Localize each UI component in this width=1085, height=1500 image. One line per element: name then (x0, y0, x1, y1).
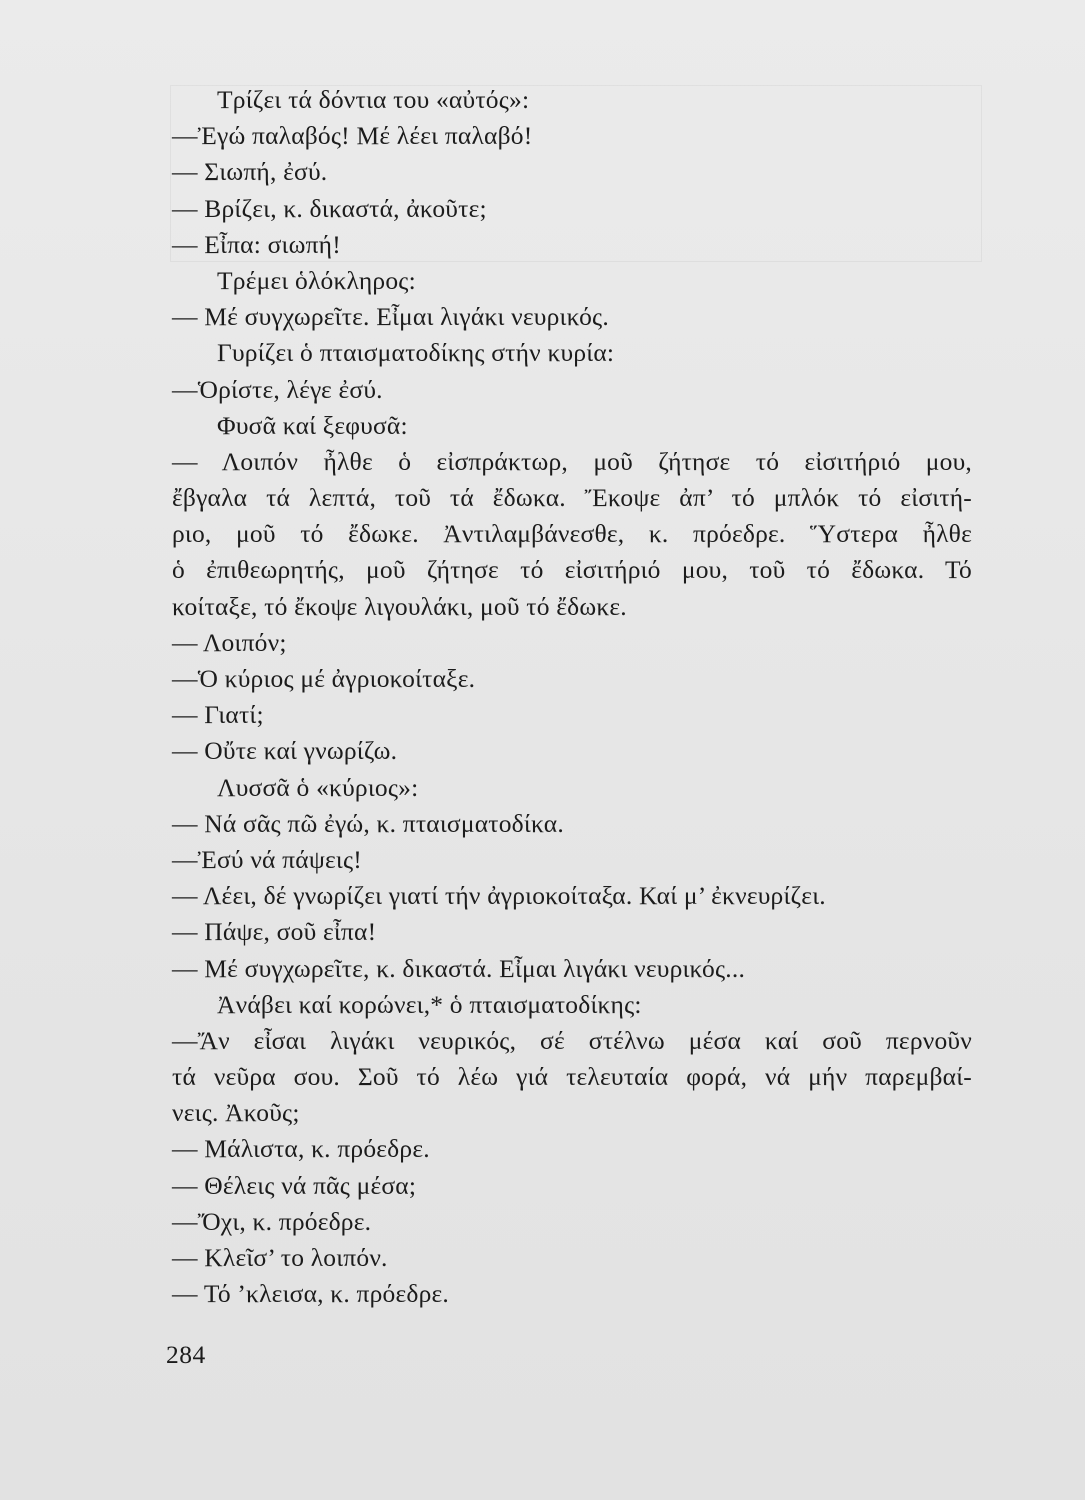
dialogue-line: —Ἐσύ νά πάψεις! (172, 844, 362, 874)
dialogue-line: — Λέει, δέ γνωρίζει γιατί τήν ἀγριοκοίταξα. Καί μ’ ἐκνευρίζει. (172, 881, 826, 911)
dialogue-line: — Μέ συγχωρεῖτε, κ. δικαστά. Εἶμαι λιγάκι νευρικός... (172, 953, 746, 983)
body-text (172, 82, 972, 1312)
dialogue-line: —Ὄχι, κ. πρόεδρε. (172, 1206, 372, 1236)
dialogue-line: ριο, μοῦ τό ἔδωκε. Ἀντιλαμβάνεσθε, κ. πρόεδρε. Ὕστερα ἦλθε (172, 519, 972, 549)
dialogue-line: — Οὔτε καί γνωρίζω. (172, 736, 398, 766)
dialogue-line: —Ἄν εἶσαι λιγάκι νευρικός, σέ στέλνω μέσα καί σοῦ περνοῦν (172, 1025, 972, 1055)
page-number: 284 (166, 1340, 206, 1369)
dialogue-line: — Πάψε, σοῦ εἶπα! (172, 917, 377, 947)
dialogue-line: — Θέλεις νά πᾶς μέσα; (172, 1170, 417, 1200)
dialogue-line: — Εἶπα: σιωπή! (172, 229, 341, 259)
dialogue-line: — Γιατί; (172, 700, 264, 730)
dialogue-line: — Μέ συγχωρεῖτε. Εἶμαι λιγάκι νευρικός. (172, 302, 609, 332)
dialogue-line: τά νεῦρα σου. Σοῦ τό λέω γιά τελευταία φορά, νά μήν παρεμβαί- (172, 1062, 972, 1092)
dialogue-line: —Ὁ κύριος μέ ἀγριοκοίταξε. (172, 664, 476, 693)
dialogue-line: — Κλεῖσ’ το λοιπόν. (172, 1243, 388, 1272)
narration-line: Φυσᾶ καί ξεφυσᾶ: (217, 410, 408, 440)
dialogue-line: νεις. Ἀκοῦς; (172, 1098, 300, 1128)
narration-line: Τρίζει τά δόντια του «αὐτός»: (217, 85, 530, 114)
dialogue-line: — Μάλιστα, κ. πρόεδρε. (172, 1134, 430, 1164)
narration-line: Λυσσᾶ ὁ «κύριος»: (217, 772, 419, 802)
dialogue-line: — Τό ’κλεισα, κ. πρόεδρε. (172, 1279, 449, 1309)
dialogue-line: — Σιωπή, ἐσύ. (172, 157, 328, 187)
narration-line: Τρέμει ὁλόκληρος: (217, 265, 416, 295)
dialogue-line: ὁ ἐπιθεωρητής, μοῦ ζήτησε τό εἰσιτήριό μου, τοῦ τό ἔδωκα. Τό (172, 555, 972, 585)
dialogue-line: — Λοιπόν ἦλθε ὁ εἰσπράκτωρ, μοῦ ζήτησε τό εἰσιτήριό μου, (172, 446, 972, 476)
dialogue-line: — Λοιπόν; (172, 627, 287, 657)
dialogue-line: κοίταξε, τό ἔκοψε λιγουλάκι, μοῦ τό ἔδωκε. (172, 591, 627, 621)
narration-line: Ἀνάβει καί κορώνει,* ὁ πταισματοδίκης: (217, 989, 642, 1019)
dialogue-line: — Βρίζει, κ. δικαστά, ἀκοῦτε; (172, 193, 487, 223)
dialogue-line: —Ἐγώ παλαβός! Μέ λέει παλαβό! (172, 121, 533, 151)
dialogue-line: ἔβγαλα τά λεπτά, τοῦ τά ἔδωκα. Ἔκοψε ἀπ’ τό μπλόκ τό εἰσιτή- (172, 483, 972, 513)
narration-line: Γυρίζει ὁ πταισματοδίκης στήν κυρία: (217, 338, 615, 368)
dialogue-line: — Νά σᾶς πῶ ἐγώ, κ. πταισματοδίκα. (172, 808, 564, 838)
dialogue-line: —Ὁρίστε, λέγε ἐσύ. (172, 374, 383, 404)
